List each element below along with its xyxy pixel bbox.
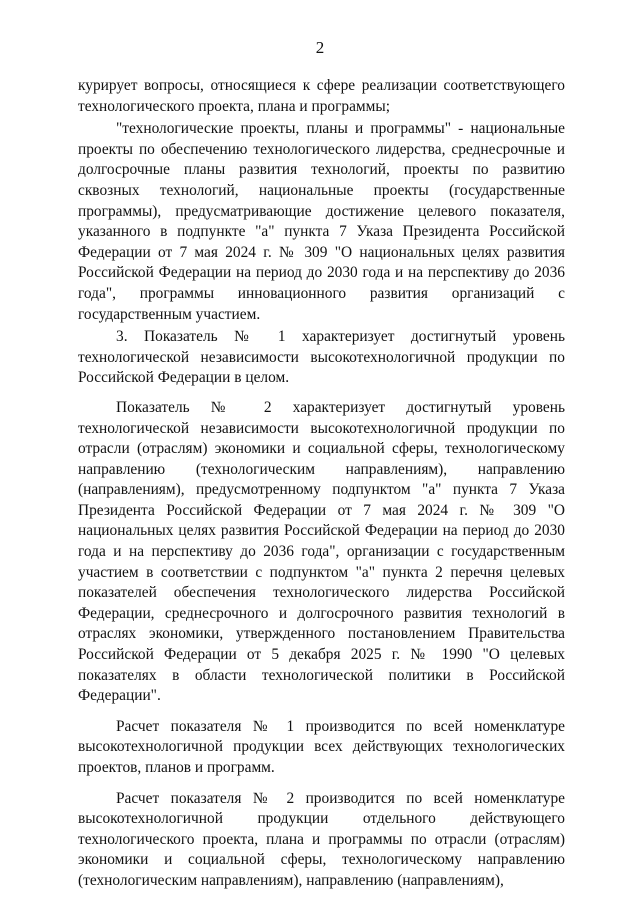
paragraph-indicator-2: Показатель № 2 характеризует достигнутый уровень технологической независимости высокотехнологичной продукции по отрасли (отраслям) экономики и социальной сферы, технологическому направлению (технологическим направлениям), направлению (направлениям), предусмотренному подпунктом "а" пункта 7 Указа Президента Российской Федерации от 7 мая 2024 г. № 309 "О национальных целях развития Российской Федерации на период до 2030 года и на перспективу до 2036 года", организации с государственным участием в соответствии с подпунктом "а" пункта 2 перечня целевых показателей обеспечения технологического лидерства Российской Федерации, среднесрочного и долгосрочного развития технологий в отраслях экономики, утвержденного постановлением Правительства Российской Федерации от 5 декабря 2025 г. № 1990 "О целевых показателях в области технологической политики в Российской Федерации". — [78, 398, 565, 705]
paragraph-continuation: курирует вопросы, относящиеся к сфере реализации соответствующего технологического проекта, плана и программы; — [78, 77, 565, 115]
paragraph-indicator-1: 3. Показатель № 1 характеризует достигнутый уровень технологической независимости высокотехнологичной продукции по Российской Федерации в целом. — [78, 328, 565, 387]
paragraph-indicator-1-calculation: Расчет показателя № 1 производится по всей номенклатуре высокотехнологичной продукции всех действующих технологических проектов, планов и программ. — [78, 717, 565, 776]
paragraph-indicator-2-calculation: Расчет показателя № 2 производится по всей номенклатуре высокотехнологичной продукции отдельного действующего технологического проекта, плана и программы по отрасли (отраслям) экономики и социальной сферы, технологическому направлению (технологическим направлениям), направлению (направлениям), — [78, 789, 565, 889]
document-body — [78, 76, 565, 892]
paragraph-technology-projects-definition: "технологические проекты, планы и программы" - национальные проекты по обеспечению технологического лидерства, среднесрочные и долгосрочные планы развития технологий, проекты по развитию сквозных технологий, национальные проекты (государственные программы), предусматривающие достижение целевого показателя, указанного в подпункте "а" пункта 7 Указа Президента Российской Федерации от 7 мая 2024 г. № 309 "О национальных целях развития Российской Федерации на период до 2030 года и на перспективу до 2036 года", программы инновационного развития организаций с государственным участием. — [78, 120, 565, 323]
page-number: 2 — [315, 38, 325, 57]
